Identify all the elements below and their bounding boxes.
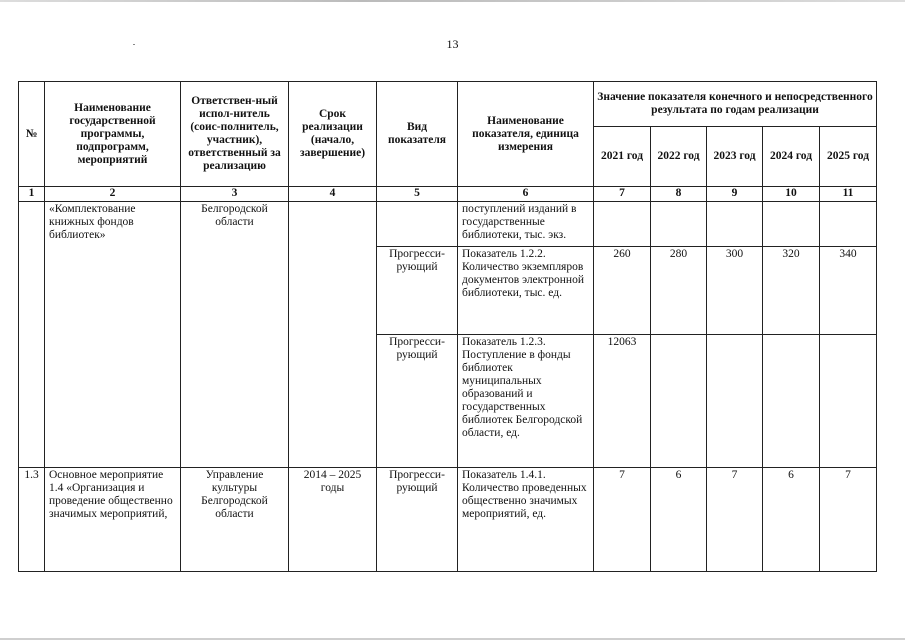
column-number: 3 bbox=[181, 187, 289, 202]
column-number: 11 bbox=[820, 187, 877, 202]
cell-name: «Комплектование книжных фондов библиотек» bbox=[45, 202, 181, 468]
table-row bbox=[19, 202, 877, 247]
header-year: 2021 год bbox=[594, 127, 651, 187]
header-year: 2023 год bbox=[707, 127, 763, 187]
cell-indicator: поступлений изданий в государственные библиотеки, тыс. экз. bbox=[458, 202, 594, 247]
page-number: 13 bbox=[446, 37, 459, 51]
cell-value: 340 bbox=[820, 247, 877, 335]
cell-value: 260 bbox=[594, 247, 651, 335]
cell-value bbox=[763, 202, 820, 247]
cell-value: 7 bbox=[594, 468, 651, 572]
cell-value bbox=[707, 202, 763, 247]
scan-edge-top bbox=[0, 0, 905, 2]
header-row-1 bbox=[19, 82, 877, 127]
cell-type: Прогресси-рующий bbox=[377, 335, 458, 468]
indicator-table bbox=[18, 81, 877, 572]
column-number-row bbox=[19, 187, 877, 202]
column-number: 5 bbox=[377, 187, 458, 202]
cell-value: 300 bbox=[707, 247, 763, 335]
cell-value bbox=[651, 202, 707, 247]
column-number: 6 bbox=[458, 187, 594, 202]
cell-period: 2014 – 2025 годы bbox=[289, 468, 377, 572]
header-year: 2024 год bbox=[763, 127, 820, 187]
cell-value: 7 bbox=[707, 468, 763, 572]
cell-indicator: Показатель 1.4.1. Количество проведенных общественно значимых мероприятий, ед. bbox=[458, 468, 594, 572]
header-type: Вид показателя bbox=[377, 82, 458, 187]
cell-value bbox=[820, 335, 877, 468]
header-no: № bbox=[19, 82, 45, 187]
cell-value bbox=[820, 202, 877, 247]
cell-value bbox=[763, 335, 820, 468]
column-number: 1 bbox=[19, 187, 45, 202]
table-row bbox=[19, 468, 877, 572]
cell-type: Прогресси-рующий bbox=[377, 468, 458, 572]
cell-value: 320 bbox=[763, 247, 820, 335]
cell-responsible: Управление культуры Белгородской области bbox=[181, 468, 289, 572]
cell-indicator: Показатель 1.2.3. Поступление в фонды библиотек муниципальных образований и государственных библиотек Белгородской области, ед. bbox=[458, 335, 594, 468]
column-number: 4 bbox=[289, 187, 377, 202]
cell-value: 280 bbox=[651, 247, 707, 335]
column-number: 9 bbox=[707, 187, 763, 202]
cell-no bbox=[19, 202, 45, 468]
cell-type: Прогресси-рующий bbox=[377, 247, 458, 335]
cell-value bbox=[594, 202, 651, 247]
cell-value: 6 bbox=[763, 468, 820, 572]
cell-value: 6 bbox=[651, 468, 707, 572]
column-number: 2 bbox=[45, 187, 181, 202]
cell-responsible: Белгородской области bbox=[181, 202, 289, 468]
header-indicator: Наименование показателя, единица измерения bbox=[458, 82, 594, 187]
header-year: 2025 год bbox=[820, 127, 877, 187]
cell-type bbox=[377, 202, 458, 247]
cell-indicator: Показатель 1.2.2. Количество экземпляров документов электронной библиотеки, тыс. ед. bbox=[458, 247, 594, 335]
header-values-group: Значение показателя конечного и непосредственного результата по годам реализации bbox=[594, 82, 877, 127]
cell-value bbox=[651, 335, 707, 468]
header-period: Срок реализации (начало, завершение) bbox=[289, 82, 377, 187]
cell-value: 12063 bbox=[594, 335, 651, 468]
cell-period bbox=[289, 202, 377, 468]
cell-value bbox=[707, 335, 763, 468]
header-year: 2022 год bbox=[651, 127, 707, 187]
cell-no: 1.3 bbox=[19, 468, 45, 572]
column-number: 10 bbox=[763, 187, 820, 202]
header-responsible: Ответствен-ный испол-нитель (соис-полнитель, участник), ответственный за реализацию bbox=[181, 82, 289, 187]
cell-name: Основное мероприятие 1.4 «Организация и проведение общественно значимых мероприятий, bbox=[45, 468, 181, 572]
header-name: Наименование государственной программы, подпрограмм, мероприятий bbox=[45, 82, 181, 187]
cell-value: 7 bbox=[820, 468, 877, 572]
column-number: 7 bbox=[594, 187, 651, 202]
column-number: 8 bbox=[651, 187, 707, 202]
